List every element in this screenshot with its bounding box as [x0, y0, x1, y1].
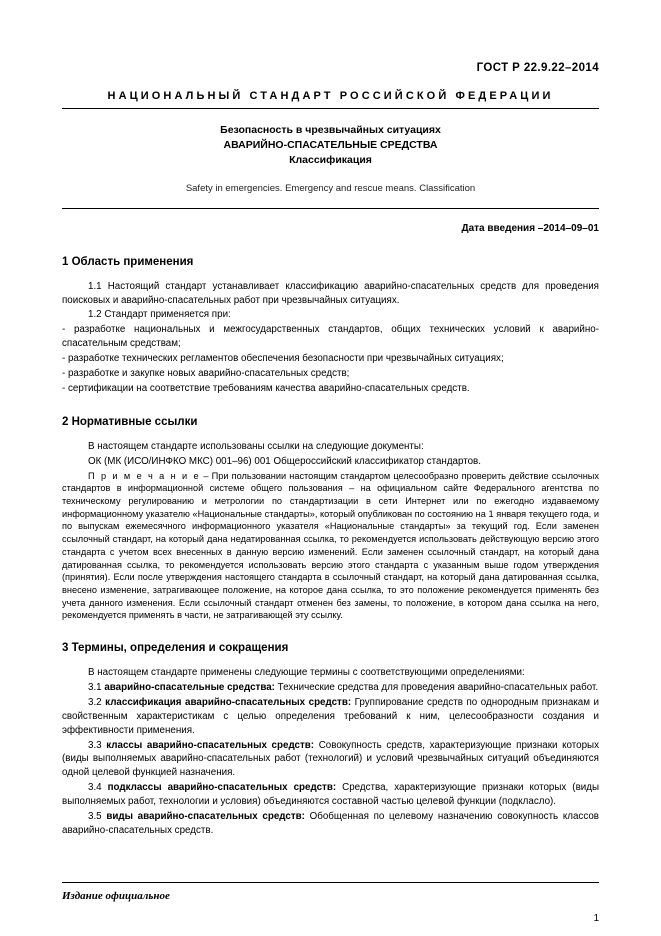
term-name: классы аварийно-спасательных средств: — [106, 739, 315, 751]
paragraph: - разработке технических регламентов обеспечения безопасности при чрезвычайных ситуациях; — [62, 353, 504, 365]
title-line-3: Классификация — [289, 154, 372, 167]
page-number: 1 — [593, 913, 599, 924]
term-number: 3.5 — [88, 811, 107, 823]
introduction-date: Дата введения –2014–09–01 — [461, 222, 599, 234]
paragraph: В настоящем стандарте использованы ссылки на следующие документы: — [88, 440, 424, 452]
term-number: 3.2 — [88, 696, 106, 708]
term-entry — [62, 781, 599, 809]
section-body-3 — [62, 666, 599, 838]
term-definition: Средства, характеризующие признаки которых (виды выполняемых работ, технологии и условия) объединяются составной частью целевой функции (подкласло). — [62, 782, 600, 808]
term-name: подклассы аварийно-спасательных средств: — [107, 782, 337, 794]
note-paragraph — [62, 470, 599, 622]
section-body-1 — [62, 280, 599, 396]
term-number: 3.3 — [88, 739, 107, 751]
term-entry — [62, 810, 599, 838]
paragraph: В настоящем стандарте применены следующие термины с соответствующими определениями: — [88, 666, 525, 678]
page-footer — [62, 882, 599, 902]
term-name: классификация аварийно-спасательных средств: — [105, 696, 352, 708]
section-body-2 — [62, 440, 599, 622]
term-number: 3.4 — [88, 782, 108, 794]
term-entry — [62, 739, 599, 781]
term-name: виды аварийно-спасательных средств: — [106, 811, 305, 823]
paragraph: - сертификации на соответствие требованиям качества аварийно-спасательных средств. — [62, 383, 470, 394]
section-heading-3: 3 Термины, определения и сокращения — [62, 641, 289, 654]
title-line-2: АВАРИЙНО-СПАСАТЕЛЬНЫЕ СРЕДСТВА — [223, 139, 438, 152]
term-definition: Группирование средств по однородным признакам и свойственным характеристикам с целью определения требований к ним, целесообразности создания и эффективности применения. — [62, 696, 599, 736]
term-name: аварийно-спасательные средства: — [104, 681, 275, 693]
note-text: – При пользовании настоящим стандартом целесообразно проверить действие ссылочных стандартов в информационной системе общего пользования – на официальном сайте Федерального агентства по техническому регулированию и метрологии по стандартизации в сети Интернет или по ежегодно издаваемому информационному указателю «Национальные стандарты», который опубликован по состоянию на 1 января текущего года, и по выпускам ежемесячного информационного указателя «Национальные стандарты» за текущий год. Если заменен ссылочный стандарт, на который дана недатированная ссылка, то рекомендуется использовать действующую версию этого стандарта с учетом всех внесенных в данную версию изменений. Если заменен ссылочный стандарт, на который дана датированная ссылка, то рекомендуется использовать версию этого стандарта с указанным выше годом утверждения (принятия). Если после утверждения настоящего стандарта в ссылочный стандарт, на который дана датированная ссылка, внесено изменение, затрагивающее положение, на которое дана ссылка, то это положение рекомендуется применять без учета данного изменения. Если ссылочный стандарт отменен без замены, то положение, в котором дана ссылка на него, рекомендуется применять в части, не затрагивающей эту ссылку. — [62, 470, 599, 621]
paragraph: - разработке и закупке новых аварийно-спасательных средств; — [62, 368, 350, 380]
footer-divider — [62, 882, 599, 883]
note-label: П р и м е ч а н и е — [88, 470, 201, 481]
edition-label: Издание официальное — [62, 890, 170, 902]
term-entry — [62, 696, 599, 738]
term-definition: Технические средства для проведения аварийно-спасательных работ. — [274, 681, 599, 693]
paragraph: ОК (МК (ИСО/ИНФКО МКС) 001–96) 001 Общероссийский классификатор стандартов. — [88, 455, 481, 467]
header-divider — [62, 108, 599, 109]
paragraph: 1.1 Настоящий стандарт устанавливает классификацию аварийно-спасательных средств для проведения поисковых и аварийно-спасательных работ при чрезвычайных ситуациях. — [62, 280, 599, 306]
title-line-1: Безопасность в чрезвычайных ситуациях — [220, 124, 441, 136]
section-heading-1: 1 Область применения — [62, 255, 194, 268]
title-divider — [62, 208, 599, 209]
term-definition: Совокупность средств, характеризующие признаки которых (виды выполняемых аварийно-спасательных работ (технологий) и условий чрезвычайных ситуаций объединяются одной целевой функцией назначения. — [62, 739, 599, 779]
paragraph: 1.2 Стандарт применяется при: — [88, 309, 231, 321]
standard-code: ГОСТ Р 22.9.22–2014 — [476, 62, 599, 74]
paragraph: - разработке национальных и межгосударственных стандартов, общих технических условий к аварийно-спасательным средствам; — [62, 324, 599, 350]
term-entry — [62, 681, 599, 695]
section-heading-2: 2 Нормативные ссылки — [62, 415, 198, 428]
document-title — [62, 123, 599, 169]
term-number: 3.1 — [88, 681, 105, 693]
national-standard-heading: НАЦИОНАЛЬНЫЙ СТАНДАРТ РОССИЙСКОЙ ФЕДЕРАЦИИ — [107, 90, 554, 102]
term-definition: Обобщенная по целевому назначению совокупность классов аварийно-спасательных средств. — [62, 811, 599, 836]
english-subtitle: Safety in emergencies. Emergency and rescue means. Classification — [185, 182, 476, 194]
